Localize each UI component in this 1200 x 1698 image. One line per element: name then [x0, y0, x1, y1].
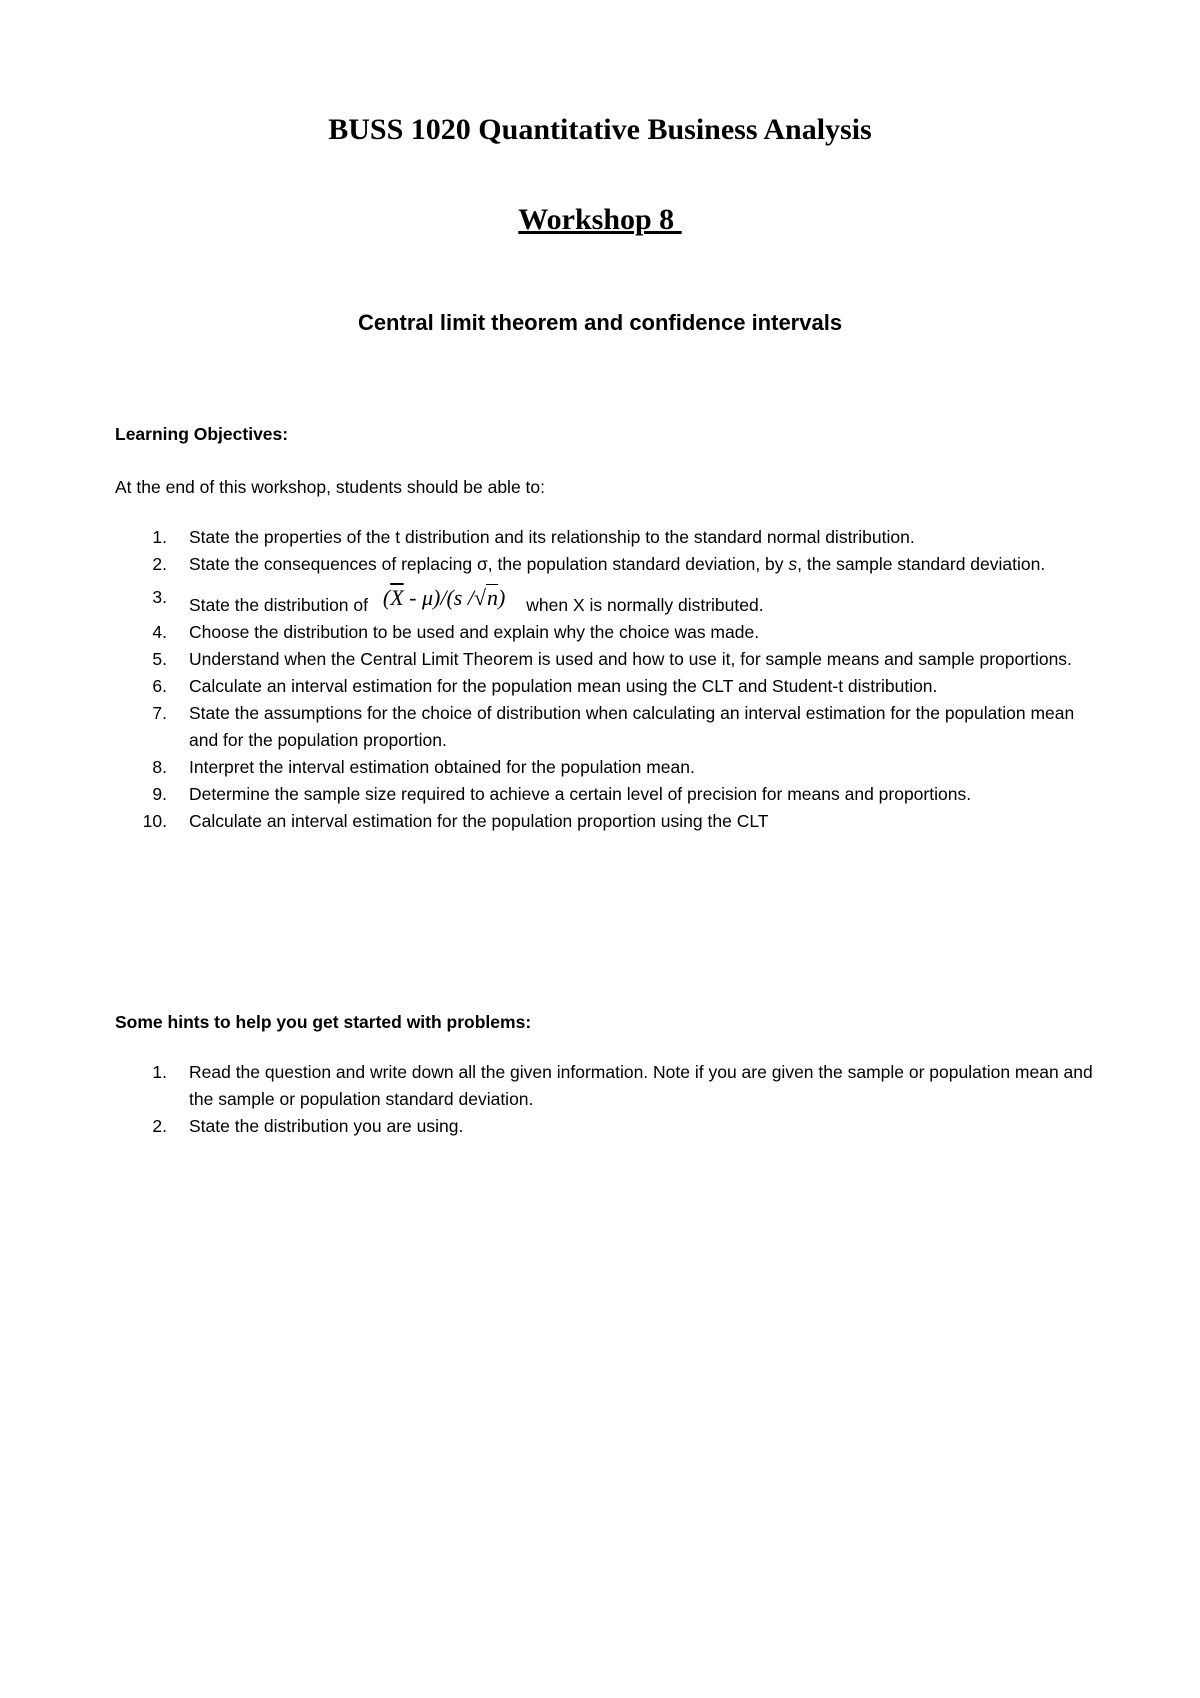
formula-middle: - μ)/(s / [403, 585, 474, 610]
list-item [115, 754, 1095, 781]
formula-n: n [487, 585, 499, 610]
item-text: Choose the distribution to be used and explain why the choice was made. [189, 622, 760, 642]
item-text: State the consequences of replacing σ, the population standard deviation, by [189, 554, 789, 574]
list-item [115, 584, 1095, 619]
item-text: Understand when the Central Limit Theorem is used and how to use it, for sample means and sample proportions. [189, 649, 1072, 669]
item-number: 6. [152, 676, 167, 696]
item-text: Calculate an interval estimation for the population mean using the CLT and Student-t distribution. [189, 676, 938, 696]
objectives-intro: At the end of this workshop, students should be able to: [115, 477, 545, 497]
item-number: 4. [152, 622, 167, 642]
item-text: Determine the sample size required to achieve a certain level of precision for means and proportions. [189, 784, 972, 804]
list-item [115, 646, 1095, 673]
list-item [115, 619, 1095, 646]
formula-sqrt: √ [473, 585, 487, 610]
item-number: 1. [152, 527, 167, 547]
hints-heading: Some hints to help you get started with problems: [115, 1012, 532, 1032]
sample-sd-symbol: s [788, 554, 798, 574]
list-item [115, 1113, 1095, 1140]
item-text-end: , the sample standard deviation. [797, 554, 1046, 574]
page-subtitle: Central limit theorem and confidence intervals [357, 310, 843, 335]
list-item [115, 808, 1095, 835]
course-title: BUSS 1020 Quantitative Business Analysis [328, 113, 872, 146]
item-number: 8. [152, 757, 167, 777]
list-item [115, 700, 1095, 754]
list-item [115, 781, 1095, 808]
item-text-end: when X is normally distributed. [526, 595, 764, 615]
list-item [115, 673, 1095, 700]
list-item [115, 524, 1095, 551]
list-item [115, 551, 1095, 578]
item-number: 5. [152, 649, 167, 669]
formula-xbar: $\overline{X}$ [390, 585, 404, 610]
objectives-heading: Learning Objectives: [115, 424, 289, 444]
item-number: 3. [152, 587, 167, 607]
workshop-title-text: Workshop 8 [518, 203, 682, 236]
item-number: 9. [152, 784, 167, 804]
item-number: 2. [152, 1116, 167, 1136]
item-text: Calculate an interval estimation for the population proportion using the CLT [189, 811, 769, 831]
item-number: 7. [152, 703, 167, 723]
objectives-list [115, 524, 1095, 835]
item-text: State the properties of the t distribution and its relationship to the standard normal distribution. [189, 527, 915, 547]
formula-paren: ) [498, 585, 506, 610]
item-text: Interpret the interval estimation obtained for the population mean. [189, 757, 695, 777]
workshop-title [0, 202, 1200, 238]
formula-paren: ( [382, 585, 391, 610]
item-number: 1. [152, 1062, 167, 1082]
hints-list [115, 1059, 1095, 1140]
item-text: State the assumptions for the choice of distribution when calculating an interval estimation for the population mean and for the population proportion. [189, 703, 1075, 750]
item-text: State the distribution you are using. [189, 1116, 464, 1136]
item-text: Read the question and write down all the given information. Note if you are given the sample or population mean and the sample or population standard deviation. [189, 1062, 1093, 1109]
item-text: State the distribution of [189, 595, 368, 615]
list-item [115, 1059, 1095, 1113]
t-statistic-formula [383, 584, 506, 611]
item-number: 10. [142, 811, 167, 831]
item-number: 2. [152, 554, 167, 574]
